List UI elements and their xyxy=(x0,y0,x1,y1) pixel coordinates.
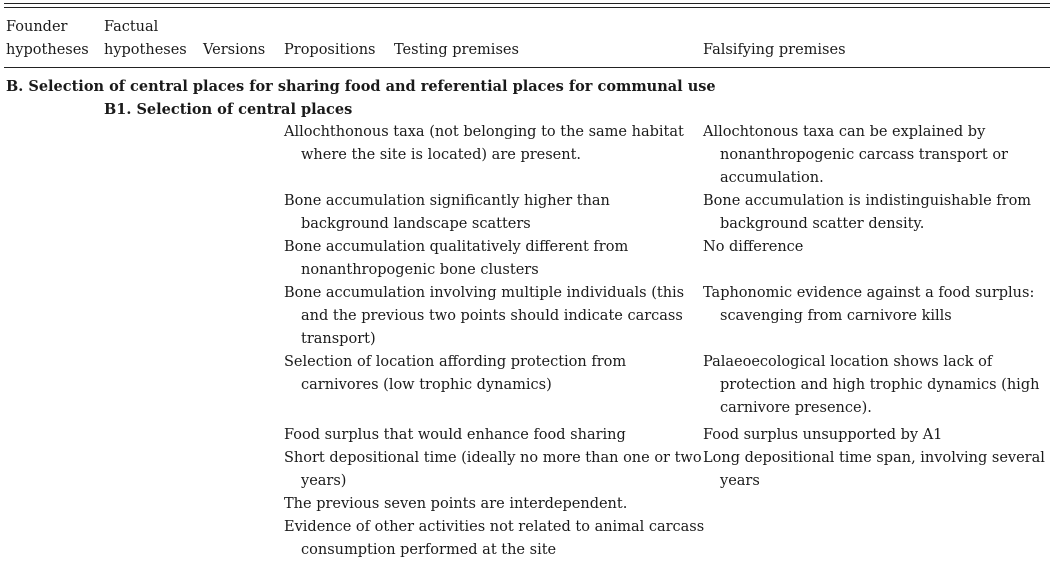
falsifying-premise-1-line: nonanthropogenic carcass transport or xyxy=(720,147,1008,163)
testing-premise-1-line: where the site is located) are present. xyxy=(301,147,582,163)
falsifying-premise-4-line: Taphonomic evidence against a food surplus: xyxy=(703,285,1035,301)
testing-premise-7 xyxy=(284,447,702,493)
testing-premise-5 xyxy=(284,351,626,397)
falsifying-premise-4-line: scavenging from carnivore kills xyxy=(720,308,952,324)
falsifying-premise-1 xyxy=(703,121,1008,190)
falsifying-premise-1-line: Allochtonous taxa can be explained by xyxy=(703,124,986,140)
header-testing-premises: Testing premises xyxy=(394,42,519,58)
falsifying-premise-6-line: Food surplus unsupported by A1 xyxy=(703,427,943,443)
falsifying-premise-2 xyxy=(703,190,1031,236)
section-b1-heading: B1. Selection of central places xyxy=(104,101,353,118)
section-b-heading: B. Selection of central places for sharing food and referential places for communal use xyxy=(6,78,716,95)
testing-premise-2 xyxy=(284,190,610,236)
testing-premise-4-line: Bone accumulation involving multiple individuals (this xyxy=(284,285,685,301)
falsifying-premise-5 xyxy=(703,351,1039,420)
falsifying-premise-7-line: years xyxy=(720,473,760,489)
header-factual-line1: Factual xyxy=(104,19,159,35)
testing-premise-3-line: Bone accumulation qualitatively different from xyxy=(284,239,629,255)
falsifying-premise-1-line: accumulation. xyxy=(720,170,824,186)
top-rule-2 xyxy=(4,7,1050,8)
header-founder-line2: hypotheses xyxy=(6,42,89,58)
testing-premise-9 xyxy=(284,516,704,562)
testing-premise-1-line: Allochthonous taxa (not belonging to the same habitat xyxy=(284,124,684,140)
testing-premise-1 xyxy=(284,121,684,167)
header-rule xyxy=(4,67,1050,68)
header-falsifying-premises: Falsifying premises xyxy=(703,42,846,58)
testing-premise-4-line: and the previous two points should indicate carcass xyxy=(301,308,683,324)
header-propositions: Propositions xyxy=(284,42,376,58)
falsifying-premise-2-line: background scatter density. xyxy=(720,216,925,232)
falsifying-premise-7 xyxy=(703,447,1045,493)
header-factual-line2: hypotheses xyxy=(104,42,187,58)
testing-premise-4-line: transport) xyxy=(301,331,376,347)
falsifying-premise-4 xyxy=(703,282,1034,328)
testing-premise-7-line: Short depositional time (ideally no more than one or two xyxy=(284,450,702,466)
testing-premise-8 xyxy=(284,493,627,516)
falsifying-premise-5-line: carnivore presence). xyxy=(720,400,872,416)
testing-premise-9-line: Evidence of other activities not related to animal carcass xyxy=(284,519,705,535)
falsifying-premise-6 xyxy=(703,424,942,447)
falsifying-premise-5-line: protection and high trophic dynamics (high xyxy=(720,377,1040,393)
testing-premise-5-line: Selection of location affording protection from xyxy=(284,354,627,370)
testing-premise-8-line: The previous seven points are interdependent. xyxy=(284,496,628,512)
testing-premise-9-line: consumption performed at the site xyxy=(301,542,557,558)
falsifying-premise-5-line: Palaeoecological location shows lack of xyxy=(703,354,993,370)
testing-premise-2-line: background landscape scatters xyxy=(301,216,531,232)
testing-premise-3-line: nonanthropogenic bone clusters xyxy=(301,262,539,278)
testing-premise-3 xyxy=(284,236,628,282)
falsifying-premise-3 xyxy=(703,236,803,259)
falsifying-premise-7-line: Long depositional time span, involving several xyxy=(703,450,1045,466)
testing-premise-2-line: Bone accumulation significantly higher than xyxy=(284,193,610,209)
testing-premise-7-line: years) xyxy=(301,473,347,489)
top-rule-1 xyxy=(4,3,1050,4)
header-founder-line1: Founder xyxy=(6,19,68,35)
testing-premise-6 xyxy=(284,424,626,447)
testing-premise-5-line: carnivores (low trophic dynamics) xyxy=(301,377,552,393)
falsifying-premise-3-line: No difference xyxy=(703,239,804,255)
testing-premise-6-line: Food surplus that would enhance food sharing xyxy=(284,427,626,443)
falsifying-premise-2-line: Bone accumulation is indistinguishable from xyxy=(703,193,1032,209)
header-versions: Versions xyxy=(203,42,266,58)
testing-premise-4 xyxy=(284,282,684,351)
